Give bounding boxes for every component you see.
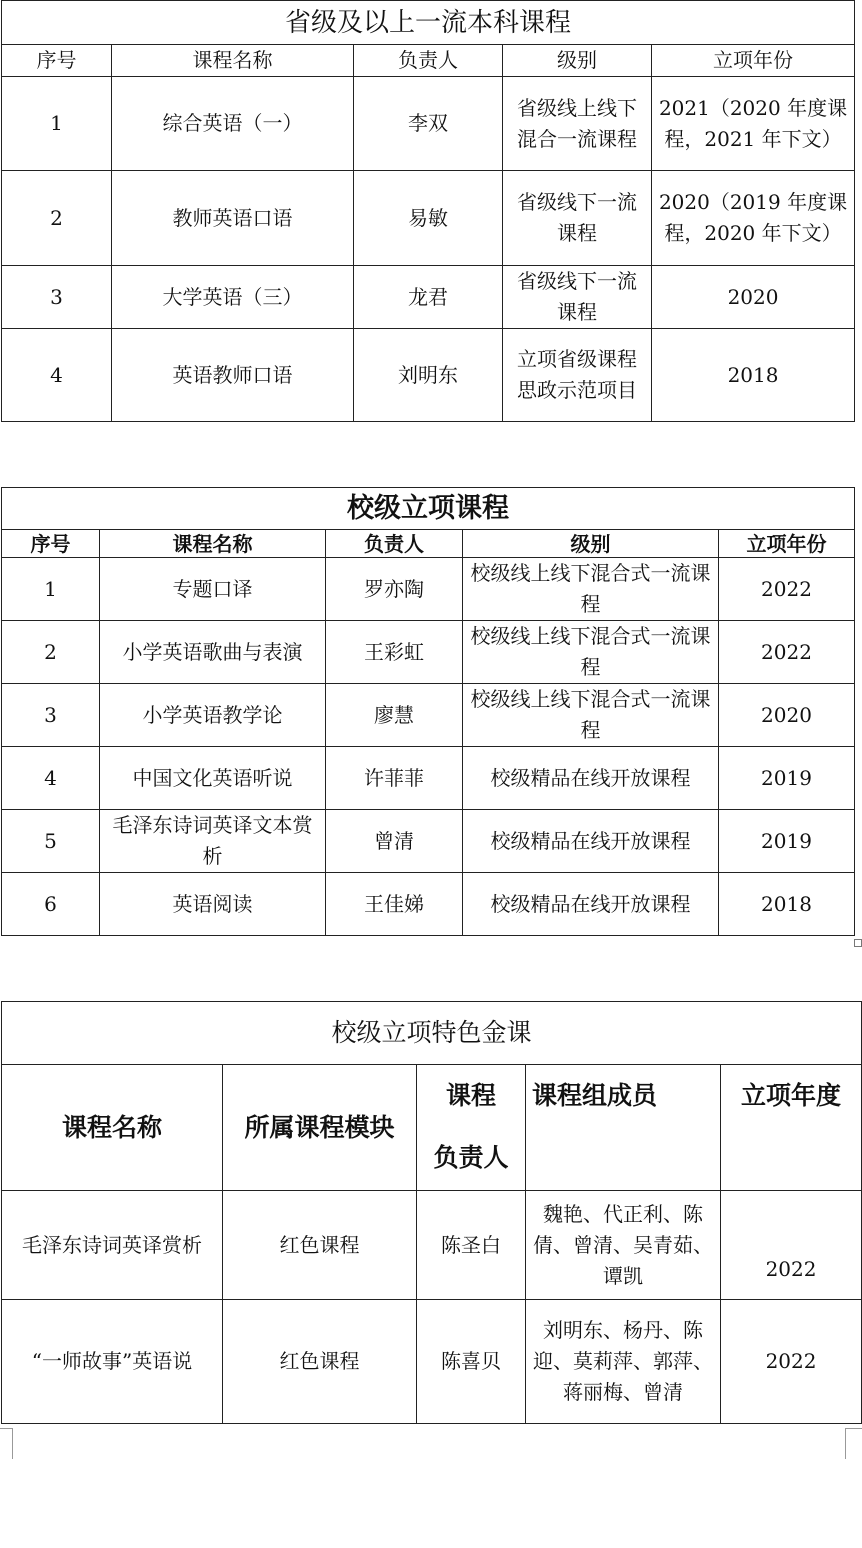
cell-year: 2018 (652, 329, 855, 422)
provincial-courses-table (1, 0, 855, 422)
table-title: 校级立项课程 (2, 488, 855, 530)
cell-index: 2 (2, 171, 112, 266)
cell-year: 2022 (719, 558, 855, 621)
cell-leader: 李双 (354, 77, 503, 171)
header-leader-line1: 课程 (445, 1081, 496, 1110)
cell-members: 魏艳、代正利、陈倩、曾清、吴青茹、谭凯 (526, 1191, 721, 1300)
cell-course-name: “一师故事”英语说 (2, 1300, 223, 1424)
cell-course-name: 小学英语歌曲与表演 (100, 621, 326, 684)
cell-course-name: 教师英语口语 (112, 171, 354, 266)
cell-index: 1 (2, 558, 100, 621)
cell-leader: 刘明东 (354, 329, 503, 422)
cell-course-name: 大学英语（三） (112, 266, 354, 329)
cell-course-name: 中国文化英语听说 (100, 747, 326, 810)
cell-year: 2022 (719, 621, 855, 684)
table-row (2, 266, 855, 329)
cell-course-name: 英语阅读 (100, 873, 326, 936)
cell-year: 2020 (652, 266, 855, 329)
cell-leader: 易敏 (354, 171, 503, 266)
header-members: 课程组成员 (526, 1065, 721, 1191)
header-module: 所属课程模块 (223, 1065, 417, 1191)
header-level: 级别 (463, 530, 719, 558)
table-row (2, 1300, 862, 1424)
cell-year: 2022 (721, 1300, 862, 1424)
cell-module: 红色课程 (223, 1300, 417, 1424)
cell-leader: 陈圣白 (417, 1191, 526, 1300)
cell-index: 2 (2, 621, 100, 684)
cell-year: 2020 (719, 684, 855, 747)
table-row (2, 873, 855, 936)
cell-leader: 王彩虹 (326, 621, 463, 684)
school-courses-table (1, 487, 855, 936)
featured-golden-courses-table (1, 1001, 862, 1424)
cell-year: 2021（2020 年度课程，2021 年下文） (652, 77, 855, 171)
header-leader (417, 1065, 526, 1191)
cell-leader: 陈喜贝 (417, 1300, 526, 1424)
table-row (2, 684, 855, 747)
cell-level: 省级线下一流课程 (503, 266, 652, 329)
table-resize-handle[interactable] (854, 939, 862, 947)
cell-level: 校级精品在线开放课程 (463, 873, 719, 936)
table-row (2, 810, 855, 873)
header-course-name: 课程名称 (2, 1065, 223, 1191)
cell-course-name: 专题口译 (100, 558, 326, 621)
header-course-name: 课程名称 (112, 45, 354, 77)
table-row (2, 621, 855, 684)
cell-leader: 曾清 (326, 810, 463, 873)
cell-level: 校级精品在线开放课程 (463, 810, 719, 873)
cell-course-name: 综合英语（一） (112, 77, 354, 171)
cell-level: 省级线下一流课程 (503, 171, 652, 266)
cell-course-name: 毛泽东诗词英译文本赏析 (100, 810, 326, 873)
cell-index: 3 (2, 266, 112, 329)
cell-course-name: 毛泽东诗词英译赏析 (2, 1191, 223, 1300)
header-leader: 负责人 (354, 45, 503, 77)
header-index: 序号 (2, 530, 100, 558)
header-leader-line2: 负责人 (433, 1143, 509, 1172)
header-year: 立项年份 (652, 45, 855, 77)
cell-course-name: 英语教师口语 (112, 329, 354, 422)
cell-course-name: 小学英语教学论 (100, 684, 326, 747)
cell-leader: 许菲菲 (326, 747, 463, 810)
cell-index: 1 (2, 77, 112, 171)
cell-year: 2018 (719, 873, 855, 936)
cell-leader: 罗亦陶 (326, 558, 463, 621)
cell-year: 2019 (719, 810, 855, 873)
header-course-name: 课程名称 (100, 530, 326, 558)
cell-index: 5 (2, 810, 100, 873)
cell-index: 6 (2, 873, 100, 936)
cell-leader: 廖慧 (326, 684, 463, 747)
cell-index: 4 (2, 747, 100, 810)
header-index: 序号 (2, 45, 112, 77)
cell-level: 校级线上线下混合式一流课程 (463, 684, 719, 747)
cell-index: 3 (2, 684, 100, 747)
cell-level: 立项省级课程思政示范项目 (503, 329, 652, 422)
cell-index: 4 (2, 329, 112, 422)
page-corner-mark-right (845, 1428, 862, 1459)
header-year: 立项年份 (719, 530, 855, 558)
table-row (2, 1191, 862, 1300)
cell-module: 红色课程 (223, 1191, 417, 1300)
table-row (2, 558, 855, 621)
cell-members: 刘明东、杨丹、陈迎、莫莉萍、郭萍、蒋丽梅、曾清 (526, 1300, 721, 1424)
table-row (2, 171, 855, 266)
table-row (2, 329, 855, 422)
table-title: 校级立项特色金课 (2, 1002, 862, 1065)
cell-level: 省级线上线下混合一流课程 (503, 77, 652, 171)
header-leader: 负责人 (326, 530, 463, 558)
table-title: 省级及以上一流本科课程 (2, 1, 855, 45)
cell-level: 校级精品在线开放课程 (463, 747, 719, 810)
page-corner-mark-left (0, 1428, 13, 1459)
cell-year: 2022 (721, 1191, 862, 1300)
cell-level: 校级线上线下混合式一流课程 (463, 558, 719, 621)
cell-leader: 王佳娣 (326, 873, 463, 936)
header-level: 级别 (503, 45, 652, 77)
table-row (2, 747, 855, 810)
cell-level: 校级线上线下混合式一流课程 (463, 621, 719, 684)
cell-year: 2020（2019 年度课程，2020 年下文） (652, 171, 855, 266)
cell-year: 2019 (719, 747, 855, 810)
header-year: 立项年度 (721, 1065, 862, 1191)
table-row (2, 77, 855, 171)
cell-leader: 龙君 (354, 266, 503, 329)
